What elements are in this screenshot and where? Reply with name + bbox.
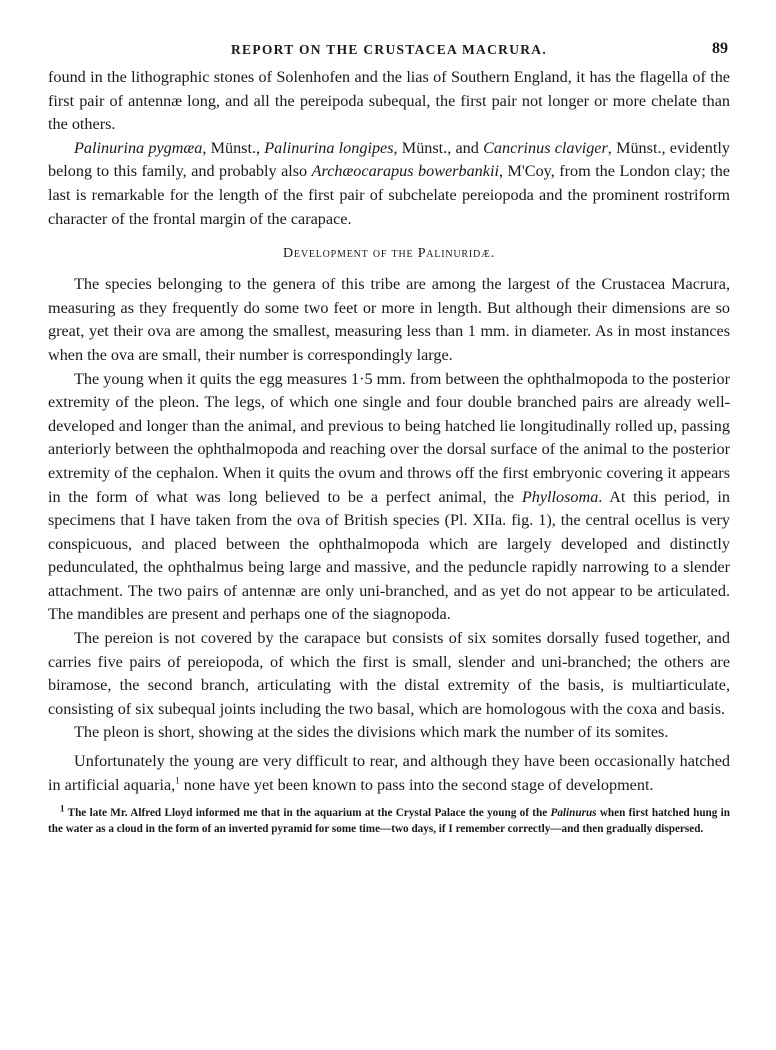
paragraph-young	[48, 368, 730, 628]
paragraph-pereion: The pereion is not covered by the carapace but consists of six somites dorsally fused together, and carries five pairs of pereiopoda, of which the first is small, slender and uni-branched; the others are biramose, the second branch, articulating with the distal extremity of the basis, is multiarticulate, consisting of six subequal joints including the two basal, which are homologous with the coxa and basis.	[48, 629, 730, 718]
text-run: , Münst.,	[202, 138, 265, 157]
text-run: The young when it quits the egg measures 1·5 mm. from between the ophthalmopoda to the posterior extremity of the pleon. The legs, of which one single and four double branched pairs are already well-developed and longer than the animal, and previous to being hatched lie longitudinally rolled up, passing anteriorly between the ophthalmopoda and reaching over the dorsal surface of the animal to the posterior extremity of the cephalon. When it quits the ovum and throws off the first embryonic covering it appears in the form of what was long believed to be a perfect animal, the	[48, 369, 730, 506]
genus-name: Phyllosoma	[521, 487, 599, 506]
text-run: . At this period, in specimens that I have taken from the ova of British species (Pl. XIIa. fig. 1), the central ocellus is very conspicuous, and placed between the ophthalmopoda which are largely developed and distinctly pedunculated, the ophthalmus being large and massive, and the peduncle rapidly narrowing to a slender attachment. The two pairs of antennæ are only uni-branched, and as yet do not appear to be articulated. The mandibles are present and perhaps one of the siagnopoda.	[48, 487, 730, 624]
body-text	[48, 66, 730, 797]
running-head-title: REPORT ON THE CRUSTACEA MACRURA.	[230, 42, 548, 57]
running-head	[48, 0, 730, 66]
species-name: Archæocarapus bowerbankii	[311, 162, 499, 181]
text-run: Unfortunately the young are very difficult to rear, and although they have been occasionally hatched in artificial aquaria,	[48, 752, 730, 794]
footnote	[48, 803, 731, 838]
footnotes	[48, 803, 731, 838]
species-name: Cancrinus claviger	[483, 138, 608, 157]
paragraph-fossil-species	[48, 137, 730, 231]
text-run: , Münst., evidently belong to this family, and probably also	[48, 138, 730, 181]
footnote-marker: 1	[60, 803, 65, 814]
text-run: none have yet been known to pass into the second stage of development.	[179, 775, 654, 794]
page-number: 89	[712, 40, 728, 57]
text-run: The late Mr. Alfred Lloyd informed me that in the aquarium at the Crystal Palace the young of the	[64, 807, 551, 820]
genus-name: Palinurus	[550, 807, 597, 820]
species-name: Palinurina pygmæa	[74, 138, 203, 157]
paragraph-rearing	[48, 750, 730, 797]
paragraph-continuation: found in the lithographic stones of Solenhofen and the lias of Southern England, it has the flagella of the first pair of antennæ long, and all the pereipoda subequal, the first pair not longer or more chelate than the others.	[48, 68, 730, 134]
species-name: Palinurina longipes	[264, 138, 394, 157]
text-run: , Münst., and	[393, 138, 484, 157]
text-run: , M'Coy, from the London clay; the last is remarkable for the length of the first pair of subchelate pereiopoda and the prominent rostriform character of the frontal margin of the carapace.	[48, 162, 730, 228]
paragraph-pleon: The pleon is short, showing at the sides the divisions which mark the number of its somites.	[74, 723, 669, 742]
section-heading: Development of the Palinuridæ.	[283, 246, 495, 262]
paragraph-species-size: The species belonging to the genera of this tribe are among the largest of the Crustacea Macrura, measuring as they frequently do some two feet or more in length. But although their dimensions are so great, yet their ova are among the smallest, measuring less than 1 mm. in diameter. As in most instances when the ova are small, their number is correspondingly large.	[48, 275, 730, 364]
footnote-reference: 1	[175, 775, 180, 786]
text-run: when first hatched hung in the water as a cloud in the form of an inverted pyramid for some time—two days, if I remember correctly—and then gradually dispersed.	[48, 807, 731, 836]
